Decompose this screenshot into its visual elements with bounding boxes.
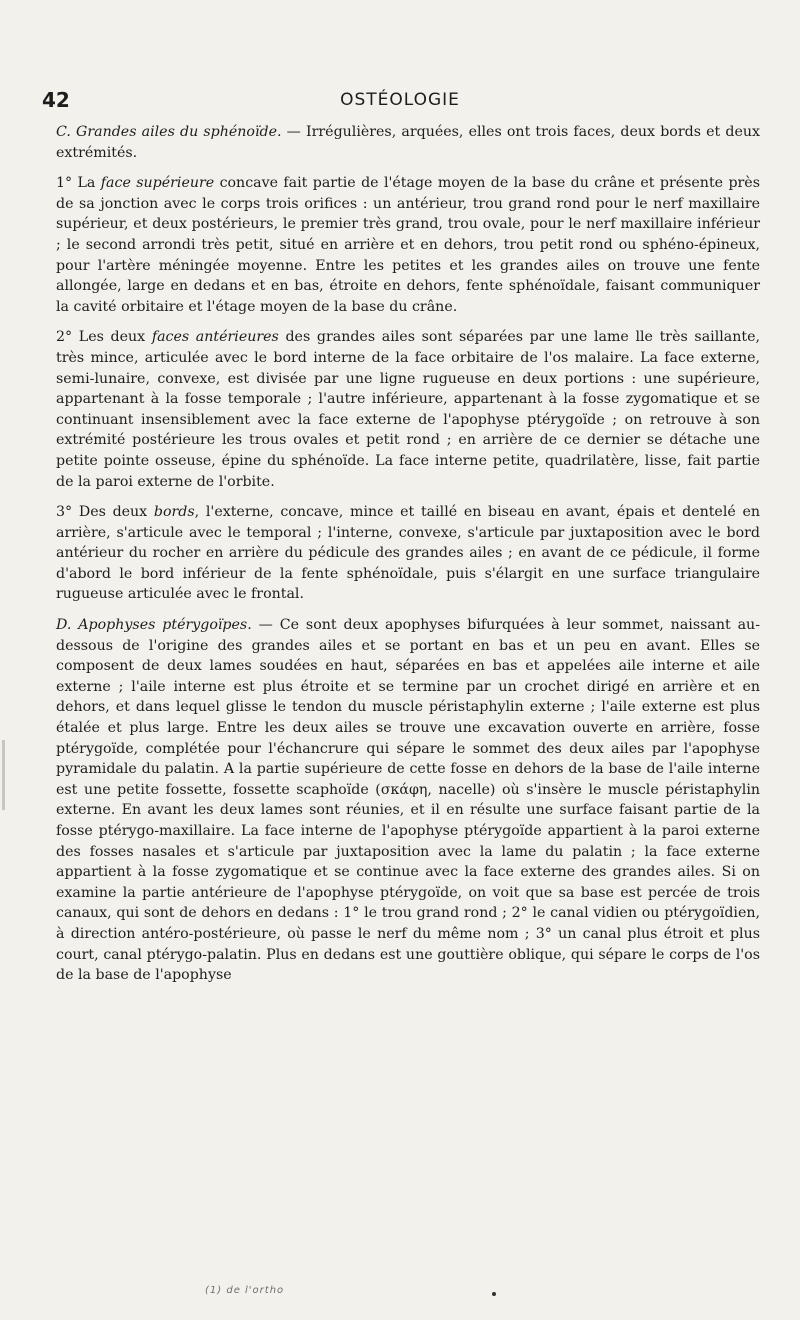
section-heading: C. Grandes ailes du sphénoïde. [56,124,282,140]
body-text [56,122,760,996]
term: face supérieure [100,175,215,192]
paragraph-text: , l'externe, concave, mince et taillé en biseau en avant, épais et dentelé en arrière, s'articule avec le temporal ; l'interne, convexe, s'articule par juxtaposition avec le bord antérieur du rocher en arrière du pédicule des grandes ailes ; en avant de ce pédicule, il forme d'abord le bord inférieur de la fente sphénoïdale, puis s'élargit en une surface triangulaire rugueuse articulée avec le frontal. [56,504,760,603]
paragraph-text: — Irrégulières, arquées, elles ont trois faces, deux bords et deux extrémités. [56,124,761,161]
section-heading: D. Apophyses ptérygoïpes. [56,617,252,634]
paragraph-text: — Ce sont deux apophyses bifurquées à leur sommet, naissant au-dessous de l'origine des grandes ailes et se portant en bas et un peu en avant. Elles se composent de deux lames soudées en haut, séparées en bas et appelées aile interne et aile externe ; l'aile interne est plus étroite et se termine par un crochet dirigé en arrière et en dehors, et dans lequel glisse le tendon du muscle péristaphylin externe ; l'aile externe est plus étalée et plus large. Entre les deux ailes se trouve une excavation ouverte en arrière, fosse ptérygoïde, complétée pour l'échancrure qui sépare le sommet des deux ailes par l'apophyse pyramidale du palatin. A la partie supérieure de cette fosse en dehors de la base de l'aile interne est une petite fossette, fossette scaphoïde (σκάφη, nacelle) où s'insère le muscle péristaphylin externe. En avant les deux lames sont réunies, et il en résulte une surface faisant partie de la fosse ptérygo-maxillaire. La face interne de l'apophyse ptérygoïde appartient à la paroi externe des fosses nasales et s'articule par juxtaposition avec la lame du palatin ; la face externe appartient à la fosse zygomatique et se continue avec la face externe des grandes ailes. Si on examine la partie antérieure de l'apophyse ptérygoïde, on voit que sa base est percée de trois canaux, qui sont de dehors en dedans : 1° le trou grand rond ; 2° le canal vidien ou ptérygoïdien, à direction antéro-postérieure, où passe le nerf du même nom ; 3° un canal plus étroit et plus court, canal ptérygo-palatin. Plus en dedans est une gouttière oblique, qui sépare le corps de l'os de la base de l'apophyse [56,617,760,984]
page-header [0,88,800,118]
page-number: 42 [42,88,70,112]
paragraph-1 [56,173,760,317]
paragraph-2 [56,327,760,492]
paragraph-lead: 2° Les deux [56,329,152,346]
running-head: OSTÉOLOGIE [340,90,460,110]
ink-dot [492,1292,496,1296]
paragraph-lead: 3° Des deux [56,504,154,521]
paragraph-lead: 1° La [56,175,101,192]
term: bords [153,504,195,521]
footnote-handwritten: (1) de l'ortho [205,1285,285,1296]
paragraph-3 [56,502,760,605]
term: faces antérieures [151,329,279,346]
paragraph-text: concave fait partie de l'étage moyen de la base du crâne et présente près de sa jonction avec le corps trois orifices : un antérieur, trou grand rond pour le nerf maxillaire supérieur, et deux postérieurs, le premier très grand, trou ovale, pour le nerf maxillaire inférieur ; le second arrondi très petit, situé en arrière et en dehors, trou petit rond ou sphéno-épineux, pour l'artère méningée moyenne. Entre les petites et les grandes ailes on trouve une fente allongée, large en dedans et en bas, étroite en dehors, fente sphénoïdale, faisant communiquer la cavité orbitaire et l'étage moyen de la base du crâne. [56,175,760,315]
paragraph-d [56,615,760,986]
paragraph-text: des grandes ailes sont séparées par une lame lle très saillante, très mince, articulée avec le bord interne de la face orbitaire de l'os malaire. La face externe, semi-lunaire, convexe, est divisée par une ligne rugueuse en deux portions : une supérieure, appartenant à la fosse temporale ; l'autre inférieure, appartenant à la fosse zygomatique et se continuant insensiblement avec la face externe de l'apophyse ptérygoïde ; on retrouve à son extrémité postérieure les trous ovales et petit rond ; en arrière de ce dernier se détache une petite pointe osseuse, épine du sphénoïde. La face interne petite, quadrilatère, lisse, fait partie de la paroi externe de l'orbite. [56,329,760,490]
paragraph-c [56,122,760,163]
page-stain [2,740,5,810]
